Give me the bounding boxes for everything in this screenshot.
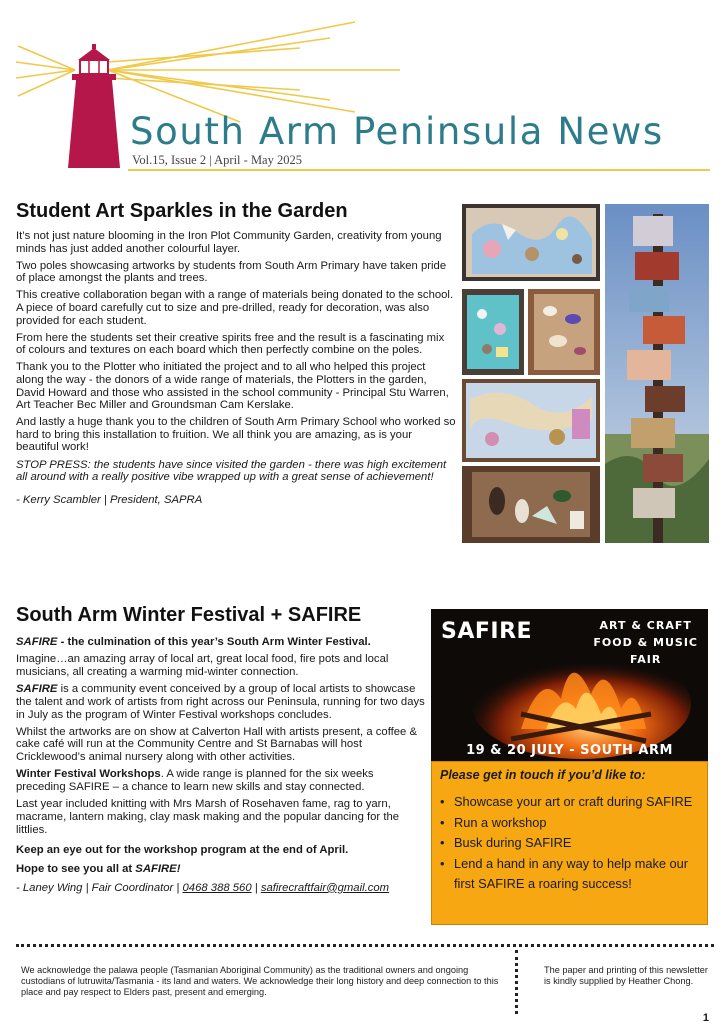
article2-paragraph: Whilst the artworks are on show at Calverton Hall with artists present, a coffee & cake café will run at the Community Centre and St Barnabas will host Cricklewood’s animal nursery along with other activities. — [16, 725, 418, 764]
article1-paragraph: This creative collaboration began with a range of materials being donated to the school. A piece of board carefully cut to size and pre-drilled, ready for decoration, was also provided for each student. — [16, 289, 454, 327]
paragraph-text: Hope to see you all at — [16, 863, 136, 876]
article1-paragraph: Two poles showcasing artworks by students from South Arm Primary have taken pride of place amongst the plants and trees. — [16, 259, 447, 285]
artwork-photo — [528, 289, 600, 375]
list-item: • Run a workshop — [440, 813, 699, 834]
article2-paragraph: Keep an eye out for the workshop program at the end of April. — [16, 844, 349, 857]
acknowledgement: We acknowledge the palawa people (Tasmanian Aboriginal Community) as the traditional owners and ongoing custodians of lutruwita/Tasmania - its land and waters. We acknowledge their long history and deep connection to this place and pay respect to Elders past, present and emerging. — [21, 965, 499, 997]
safire-poster — [431, 609, 708, 761]
article2-paragraph — [16, 683, 426, 721]
paragraph-text: . A wide range is planned for the six weeks preceding SAFIRE – a chance to learn new skills and stay connected. — [16, 768, 374, 794]
email-link[interactable]: safirecraftfair@gmail.com — [260, 881, 390, 894]
signature-text: - Laney Wing | Fair Coordinator | — [16, 881, 183, 894]
lead-text: - the culmination of this year’s South Arm Winter Festival. — [57, 636, 371, 648]
article1-paragraph: And lastly a huge thank you to the children of South Arm Primary School who worked so hard to bring this installation to fruition. We all think you are amazing, as is your beautiful work! — [16, 416, 456, 454]
article2-body — [16, 636, 426, 899]
article1-paragraph: Thank you to the Plotter who initiated the project and to all who helped this project along the way - the donors of a wide range of materials, the Plotters in the garden, David Howard and those who assisted in the school community - Principal Stu Warren, Art Teacher Bec Miller and Groundsman Cam Kerslake. — [16, 361, 449, 412]
poster-tagline — [593, 617, 698, 668]
signature-separator: | — [251, 881, 261, 894]
article1-body — [16, 230, 456, 511]
safire-emphasis: SAFIRE! — [135, 863, 181, 876]
artwork-photo — [462, 379, 600, 462]
workshops-heading: Winter Festival Workshops — [16, 768, 161, 781]
article2-paragraph: Imagine…an amazing array of local art, great local food, fire pots and local musicians, all creating a warming mid-winter connection. — [16, 653, 389, 678]
masthead-rule — [128, 169, 710, 171]
article1-heading: Student Art Sparkles in the Garden — [16, 200, 348, 222]
article2-lead — [16, 636, 426, 649]
article2-heading: South Arm Winter Festival + SAFIRE — [16, 604, 362, 626]
article2-paragraph — [16, 768, 426, 793]
article2-signature — [16, 882, 426, 895]
article1-paragraph: It’s not just nature blooming in the Iron Plot Community Garden, creativity from young minds has just added another colourful layer. — [16, 230, 442, 255]
safire-emphasis: SAFIRE — [16, 683, 58, 696]
safire-emphasis: SAFIRE — [16, 636, 58, 648]
lighthouse-icon — [0, 0, 723, 180]
poster-date: 19 & 20 JULY - SOUTH ARM — [466, 743, 673, 758]
article2-paragraph — [16, 863, 426, 876]
tagline-line: FAIR — [630, 653, 662, 666]
footer-divider — [16, 944, 714, 947]
article1-signature: - Kerry Scambler | President, SAPRA — [16, 493, 203, 506]
issue-line: Vol.15, Issue 2 | April - May 2025 — [132, 153, 302, 167]
artwork-photo — [462, 289, 524, 375]
tagline-line: ART & CRAFT — [599, 619, 692, 632]
printing-credit: The paper and printing of this newsletter is kindly supplied by Heather Chong. — [544, 965, 708, 986]
list-item: • Busk during SAFIRE — [440, 833, 699, 854]
paragraph-text: is a community event conceived by a group of local artists to showcase the talent and work of artists from right across our Peninsula, running for two days in July as the program of Winter Festival workshops concludes. — [16, 683, 425, 721]
callout-heading: Please get in touch if you’d like to: — [440, 768, 646, 782]
page-number: 1 — [702, 1012, 709, 1024]
stop-press: STOP PRESS: the students have since visited the garden - there was high excitement all around with a really positive vibe wrapped up with a great sense of achievement! — [16, 458, 447, 484]
phone-link[interactable]: 0468 388 560 — [182, 881, 252, 894]
list-item: • Lend a hand in any way to help make our first SAFIRE a roaring success! — [440, 854, 699, 895]
get-in-touch-box — [431, 761, 708, 925]
footer-column-divider — [515, 950, 518, 1014]
list-item: • Showcase your art or craft during SAFIRE — [440, 792, 699, 813]
article1-paragraph: From here the students set their creative spirits free and the result is a fascinating mix of colours and textures on each board which then perfectly combine on the poles. — [16, 331, 445, 357]
poster-title: SAFIRE — [441, 619, 533, 644]
tagline-line: FOOD & MUSIC — [593, 636, 698, 649]
article2-paragraph: Last year included knitting with Mrs Marsh of Rosehaven fame, rag to yarn, macrame, lantern making, clay mask making and the popular dancing for the littlies. — [16, 798, 400, 836]
page-title: South Arm Peninsula News — [130, 110, 664, 153]
artwork-photo — [462, 466, 600, 543]
artwork-photo — [462, 204, 600, 281]
masthead — [0, 0, 723, 180]
callout-list — [440, 792, 699, 895]
art-pole-photo — [605, 204, 709, 543]
